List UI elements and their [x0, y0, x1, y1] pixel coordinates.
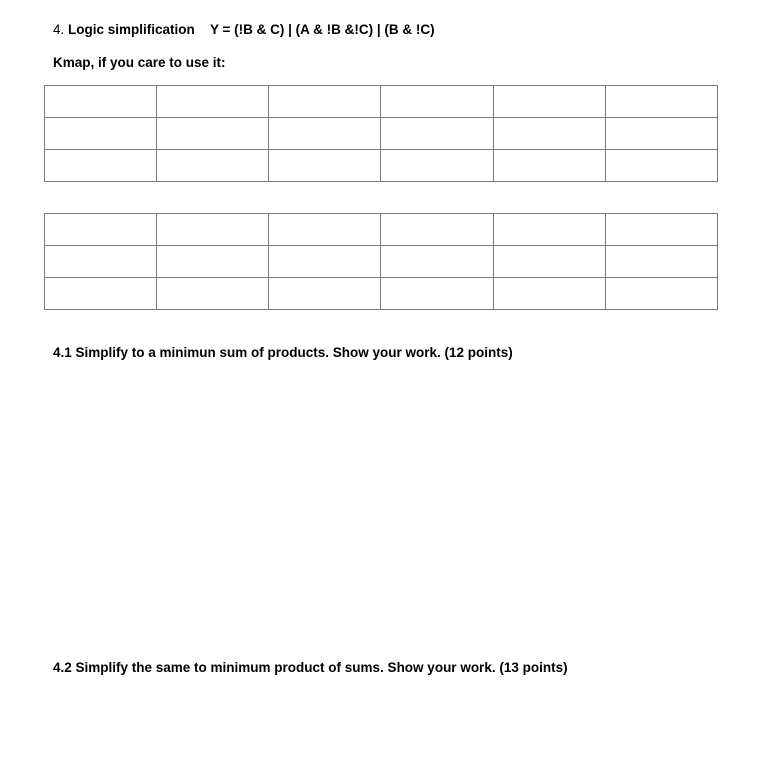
kmap-row [45, 278, 718, 310]
kmap-cell [269, 86, 381, 118]
kmap-cell [605, 246, 717, 278]
boolean-expression: Y = (!B & C) | (A & !B &!C) | (B & !C) [210, 22, 435, 37]
kmap-cell [493, 86, 605, 118]
kmap-cell [493, 118, 605, 150]
kmap-cell [269, 214, 381, 246]
kmap-cell [45, 86, 157, 118]
kmap-cell [605, 278, 717, 310]
kmap-cell [381, 278, 493, 310]
kmap-cell [381, 150, 493, 182]
kmap-cell [157, 214, 269, 246]
kmap-cell [493, 150, 605, 182]
kmap-row [45, 150, 718, 182]
kmap-cell [45, 278, 157, 310]
kmap-cell [605, 214, 717, 246]
kmap-cell [157, 246, 269, 278]
kmap-cell [493, 278, 605, 310]
problem-heading [53, 22, 435, 37]
problem-number: 4. [53, 22, 65, 37]
kmap-cell [605, 86, 717, 118]
kmap-cell [269, 150, 381, 182]
kmap-cell [157, 278, 269, 310]
kmap-cell [269, 118, 381, 150]
kmap-row [45, 118, 718, 150]
kmap-cell [157, 150, 269, 182]
kmap-cell [381, 246, 493, 278]
kmap-cell [157, 118, 269, 150]
kmap-cell [493, 246, 605, 278]
question-4-1: 4.1 Simplify to a minimun sum of products. Show your work. (12 points) [53, 345, 513, 360]
kmap-cell [45, 214, 157, 246]
question-4-2: 4.2 Simplify the same to minimum product of sums. Show your work. (13 points) [53, 660, 568, 675]
kmap-cell [45, 246, 157, 278]
kmap-cell [269, 246, 381, 278]
kmap-cell [269, 278, 381, 310]
kmap-cell [605, 150, 717, 182]
kmap-cell [381, 86, 493, 118]
kmap-cell [493, 214, 605, 246]
problem-title: Logic simplification [68, 22, 195, 37]
kmap-cell [157, 86, 269, 118]
kmap-cell [381, 214, 493, 246]
kmap-cell [45, 118, 157, 150]
kmap-row [45, 214, 718, 246]
kmap-row [45, 86, 718, 118]
kmap-row [45, 246, 718, 278]
kmap-table-1 [44, 85, 718, 182]
kmap-cell [45, 150, 157, 182]
kmap-cell [605, 118, 717, 150]
kmap-table-2 [44, 213, 718, 310]
kmap-cell [381, 118, 493, 150]
kmap-label: Kmap, if you care to use it: [53, 55, 226, 70]
